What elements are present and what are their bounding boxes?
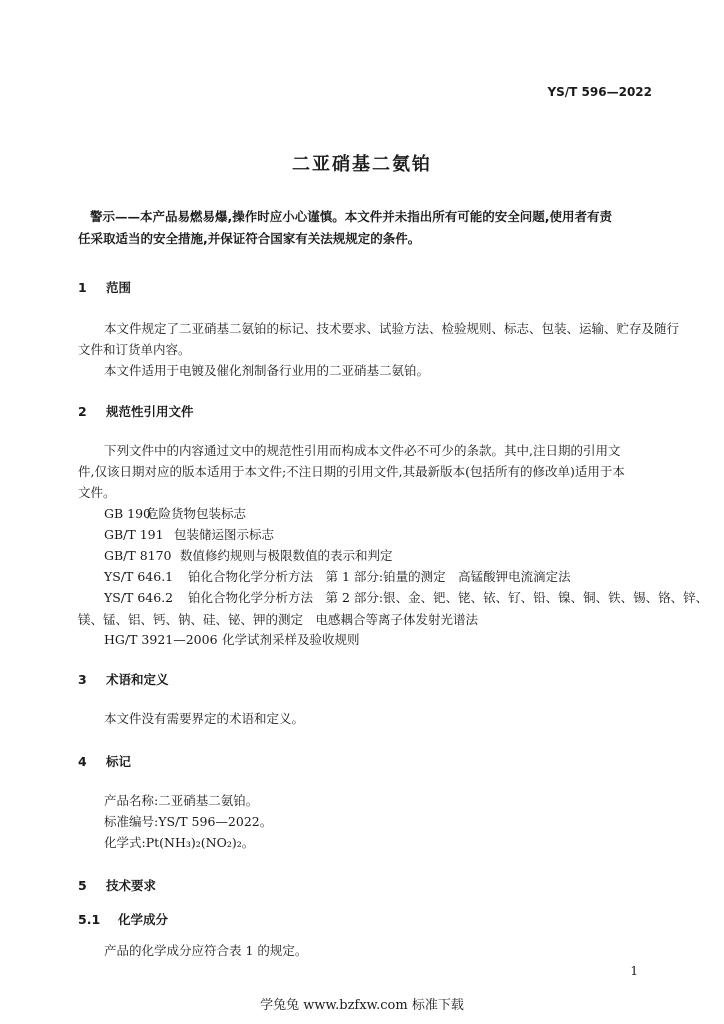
section-4-heading	[78, 752, 131, 770]
page-number: 1	[630, 964, 638, 978]
s2-intro-line3: 文件。	[78, 485, 116, 500]
standard-code: YS/T 596—2022	[547, 85, 652, 99]
reference-code: GB/T 191	[104, 527, 164, 542]
section-title: 术语和定义	[106, 672, 169, 687]
reference-item-continuation	[78, 609, 478, 630]
section-number: 4	[78, 754, 87, 769]
reference-item	[104, 630, 360, 648]
reference-title: 铂化合物化学分析方法 第 2 部分:银、金、钯、铑、铱、钌、铅、镍、铜、铁、锡、铬、锌、	[188, 590, 709, 605]
reference-title: 化学试剂采样及验收规则	[222, 632, 360, 647]
reference-code: YS/T 646.1	[104, 569, 174, 584]
s1-para2: 本文件适用于电镀及催化剂制备行业用的二亚硝基二氨铂。	[104, 363, 430, 378]
section-title: 范围	[106, 280, 132, 295]
section-number: 2	[78, 404, 87, 419]
section-2-heading	[78, 402, 194, 420]
reference-code: GB/T 8170	[104, 548, 172, 563]
section-title: 标记	[106, 754, 132, 769]
section-number: 3	[78, 672, 87, 687]
section-title: 技术要求	[106, 878, 157, 893]
warning-line-1: 警示——本产品易燃易爆,操作时应小心谨慎。本文件并未指出所有可能的安全问题,使用者有责	[90, 209, 612, 224]
s3-para: 本文件没有需要界定的术语和定义。	[104, 711, 305, 726]
subsection-number: 5.1	[78, 912, 101, 927]
reference-code: YS/T 646.2	[104, 590, 174, 605]
section-5-heading	[78, 876, 156, 894]
reference-item	[104, 504, 246, 522]
reference-title: 危险货物包装标志	[146, 506, 247, 521]
reference-title: 铂化合物化学分析方法 第 1 部分:铂量的测定 高锰酸钾电流滴定法	[188, 569, 571, 584]
reference-item	[104, 588, 708, 606]
reference-title: 镁、锰、铝、钙、钠、硅、铋、钾的测定 电感耦合等离子体发射光谱法	[78, 612, 479, 627]
section-1-heading	[78, 278, 131, 296]
section-3-heading	[78, 670, 169, 688]
s1-para1-line1: 本文件规定了二亚硝基二氨铂的标记、技术要求、试验方法、检验规则、标志、包装、运输、贮存及随行	[104, 321, 680, 336]
s2-intro-line2: 件,仅该日期对应的版本适用于本文件;不注日期的引用文件,其最新版本(包括所有的修改单)适用于本	[78, 464, 625, 479]
standard-number: 标准编号:YS/T 596—2022。	[104, 814, 273, 829]
reference-title: 包装储运图示标志	[174, 527, 275, 542]
reference-title: 数值修约规则与极限数值的表示和判定	[180, 548, 393, 563]
s1-para1-line2: 文件和订货单内容。	[78, 342, 191, 357]
s2-intro-line1: 下列文件中的内容通过文中的规范性引用而构成本文件必不可少的条款。其中,注日期的引用文	[104, 443, 621, 458]
subsection-title: 化学成分	[118, 912, 169, 927]
product-name: 产品名称:二亚硝基二氨铂。	[104, 793, 259, 808]
reference-code: GB 190	[104, 506, 152, 521]
warning-line-2: 任采取适当的安全措施,并保证符合国家有关法规规定的条件。	[78, 231, 421, 246]
chemical-formula: 化学式:Pt(NH₃)₂(NO₂)₂。	[104, 835, 255, 850]
reference-code: HG/T 3921—2006	[104, 632, 218, 647]
section-title: 规范性引用文件	[106, 404, 194, 419]
subsection-5-1-heading	[78, 910, 168, 928]
reference-item	[104, 567, 571, 585]
page-title: 二亚硝基二氨铂	[292, 154, 432, 175]
footer-watermark: 学兔兔 www.bzfxw.com 标准下载	[260, 998, 464, 1013]
section-number: 1	[78, 280, 87, 295]
reference-item	[104, 546, 393, 564]
reference-item	[104, 525, 274, 543]
s5-para: 产品的化学成分应符合表 1 的规定。	[104, 943, 308, 958]
section-number: 5	[78, 878, 87, 893]
